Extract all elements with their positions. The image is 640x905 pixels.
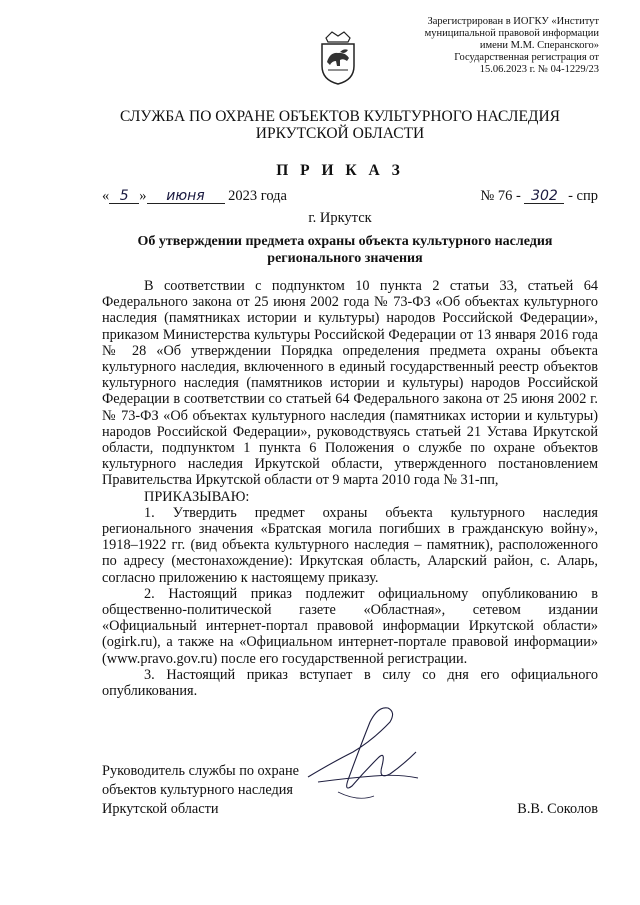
order-item-1: 1. Утвердить предмет охраны объекта культурного наследия регионального значения «Братская могила погибших в гражданскую войну», 1918–1922 гг. (вид объекта культурного наследия – памятник), расположенного по адресу (местонахождение): Иркутская область, Аларский район, с. Аларь, согласно приложению к настоящему приказу.	[102, 504, 598, 586]
title-line-2: регионального значения	[267, 251, 423, 266]
coat-of-arms-icon	[318, 28, 358, 86]
organization-line-2: ИРКУТСКОЙ ОБЛАСТИ	[255, 125, 425, 142]
signer-name: В.В. Соколов	[517, 801, 598, 817]
date-close-quote: »	[139, 188, 147, 204]
registration-line: Государственная регистрация от	[454, 52, 599, 63]
registration-line: Зарегистрирован в ИОГКУ «Институт	[427, 16, 599, 27]
number-prefix: № 76 -	[480, 188, 521, 204]
order-word: ПРИКАЗЫВАЮ:	[144, 488, 250, 505]
organization-name	[60, 108, 620, 142]
registration-line: муниципальной правовой информации	[424, 28, 599, 39]
position-line-2: объектов культурного наследия	[102, 782, 293, 798]
handwritten-signature	[278, 692, 428, 822]
order-number	[480, 188, 598, 205]
organization-line-1: СЛУЖБА ПО ОХРАНЕ ОБЪЕКТОВ КУЛЬТУРНОГО НАСЛЕДИЯ	[119, 108, 561, 125]
number-suffix: - спр	[568, 188, 598, 204]
document-type: П Р И К А З	[276, 162, 404, 179]
date-day: 5	[109, 189, 139, 204]
order-item-2: 2. Настоящий приказ подлежит официальному опубликованию в общественно-политической газете «Областная», сетевом издании «Официальный интернет-портал правовой информации Иркутской области» (ogirk.ru), а также на «Официальном интернет-портале правовой информации» (www.pravo.gov.ru) после его государственной регистрации.	[102, 585, 598, 667]
date-year: 2023 года	[228, 188, 287, 204]
order-date	[102, 188, 287, 205]
document-body	[102, 278, 598, 699]
position-line-3: Иркутской области	[102, 801, 219, 817]
date-number-line	[102, 188, 598, 208]
registration-line: имени М.М. Сперанского»	[479, 40, 599, 51]
signer-position	[102, 762, 299, 819]
date-month: июня	[147, 189, 225, 204]
document-title	[110, 233, 580, 267]
date-open-quote: «	[102, 188, 110, 204]
position-line-1: Руководитель службы по охране	[102, 763, 299, 779]
city: г. Иркутск	[308, 210, 372, 226]
preamble-paragraph: В соответствии с подпунктом 10 пункта 2 статьи 33, статьей 64 Федерального закона от 25 июня 2002 года № 73-ФЗ «Об объектах культурного наследия (памятниках истории и культуры) народов Российской Федерации», приказом Министерства культуры Российской Федерации от 13 января 2016 года № 28 «Об утверждении Порядка определения предмета охраны объекта культурного наследия, включенного в единый государственный реестр объектов культурного наследия (памятников истории и культуры) народов Российской Федерации в соответствии со статьей 64 Федерального закона от 25 июня 2002 г. № 73-ФЗ «Об объектах культурного наследия (памятниках истории и культуры) народов Российской Федерации», руководствуясь статьей 21 Устава Иркутской области, подпунктом 1 пункта 6 Положения о службе по охране объектов культурного наследия Иркутской области, утвержденного постановлением Правительства Иркутской области от 9 марта 2010 года № 31-пп,	[102, 278, 598, 489]
order-item-3: 3. Настоящий приказ вступает в силу со дня его официального опубликования.	[102, 666, 598, 700]
number-value: 302	[524, 189, 564, 204]
registration-line: 15.06.2023 г. № 04-1229/23	[479, 64, 599, 75]
registration-stamp	[384, 16, 599, 76]
title-line-1: Об утверждении предмета охраны объекта культурного наследия	[137, 234, 553, 249]
